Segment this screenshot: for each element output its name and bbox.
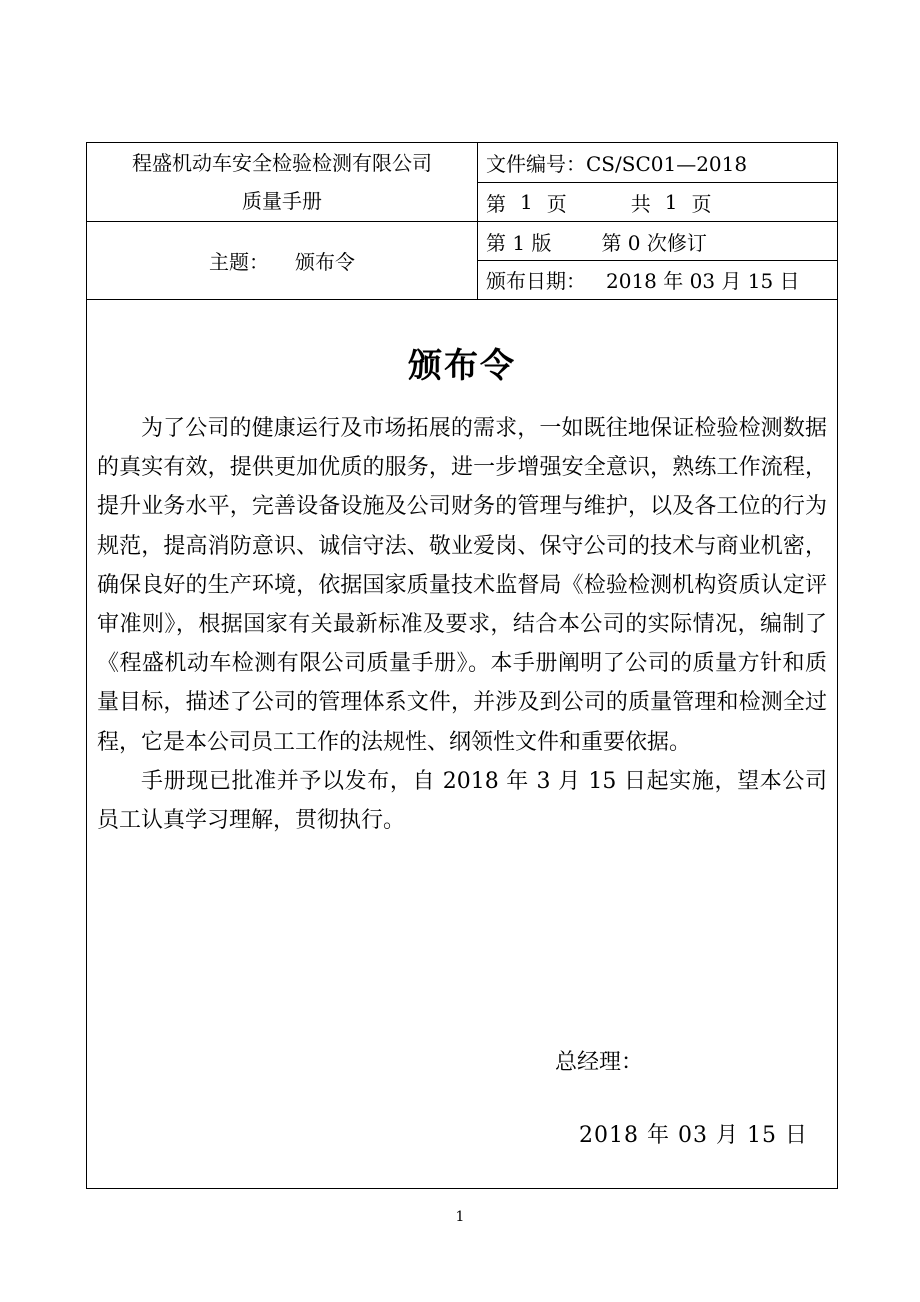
document-page	[86, 142, 838, 1189]
revision: 第 0 次修订	[601, 230, 707, 255]
manual-name: 质量手册	[242, 189, 322, 213]
page-number: 1	[455, 1209, 465, 1225]
issue-date-row	[478, 260, 837, 298]
page-label: 第	[486, 191, 506, 216]
document-number-row	[478, 143, 837, 182]
page-current: 1	[520, 190, 533, 214]
edition: 第 1 版	[486, 230, 552, 255]
company-name: 程盛机动车安全检验检测有限公司	[132, 151, 432, 175]
issue-date-value: 2018 年 03 月 15 日	[606, 269, 800, 293]
paragraph-purpose: 为了公司的健康运行及市场拓展的需求，一如既往地保证检验检测数据的真实有效，提供更加优质的服务，进一步增强安全意识，熟练工作流程，提升业务水平，完善设备设施及公司财务的管理与维护，以及各工位的行为规范，提高消防意识、诚信守法、敬业爱岗、保守公司的技术与商业机密，确保良好的生产环境，依据国家质量技术监督局《检验检测机构资质认定评审准则》，根据国家有关最新标准及要求，结合本公司的实际情况，编制了《程盛机动车检测有限公司质量手册》。本手册阐明了公司的质量方针和质量目标，描述了公司的管理体系文件，并涉及到公司的质量管理和检测全过程，它是本公司员工工作的法规性、纲领性文件和重要依据。	[97, 416, 827, 755]
subject-cell	[87, 222, 478, 299]
doc-info-cell	[478, 143, 837, 222]
edition-row	[478, 222, 837, 260]
edition-cell	[478, 222, 837, 299]
subject-value: 颁布令	[295, 250, 355, 274]
subject-label: 主题：	[209, 250, 269, 274]
company-cell	[87, 143, 478, 222]
signer-label: 总经理：	[555, 1050, 644, 1075]
page-total-unit: 页	[691, 191, 712, 216]
sign-date: 2018 年 03 月 15 日	[579, 1123, 808, 1148]
page-total-label: 共	[630, 191, 651, 216]
page-count-row	[478, 182, 837, 221]
paragraph-implementation: 手册现已批准并予以发布，自 2018 年 3 月 15 日起实施，望本公司员工认真学习理解，贯彻执行。	[97, 768, 827, 834]
document-header-table	[87, 143, 837, 300]
issue-date-label: 颁布日期：	[486, 269, 586, 293]
document-title: 颁布令	[408, 346, 516, 386]
page-total: 1	[664, 190, 678, 214]
page-unit: 页	[546, 191, 567, 216]
document-body	[87, 338, 837, 1148]
document-number: 文件编号：CS/SC01—2018	[486, 152, 748, 176]
